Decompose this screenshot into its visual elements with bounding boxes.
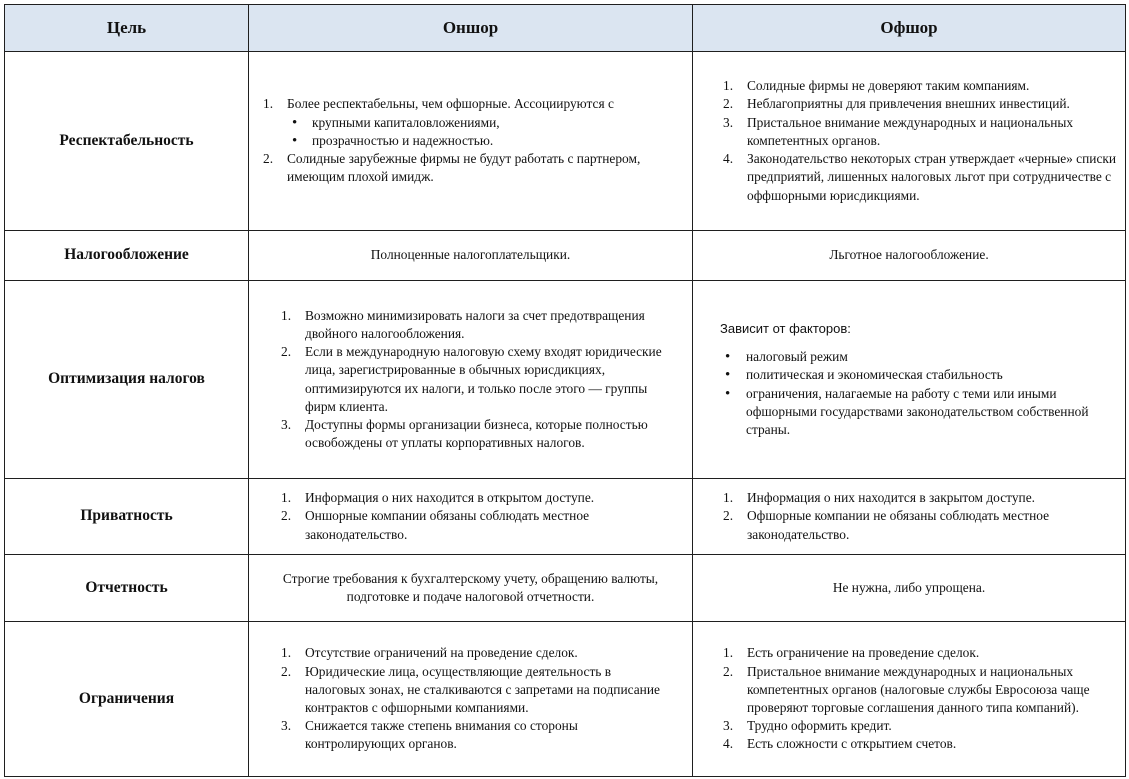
list-item: • ограничения, налагаемые на работу с теми или иными офшорными государствами законодательством собственной страны. [720,385,1121,440]
onshore-respect-sublist [287,114,684,150]
list-item: Пристальное внимание международных и национальных компетентных органов (налоговые службы Евросоюза чаще проверяют торговые соглашения данного типа компаний). [747,663,1090,715]
row-label-privacy: Приватность [5,479,249,555]
offshore-privacy [693,479,1126,555]
row-restrictions [5,622,1126,777]
offshore-optimization-intro: Зависит от факторов: [720,320,851,336]
onshore-reporting: Строгие требования к бухгалтерскому учету, обращению валюты, подготовке и подаче налоговой отчетности. [249,555,693,622]
list-item: Пристальное внимание международных и национальных компетентных органов. [747,114,1074,148]
row-label-restrictions: Ограничения [5,622,249,777]
list-item: Законодательство некоторых стран утверждает «черные» списки предприятий, лишенных налоговых льгот при сотрудничестве с оффшорными юрисдикциями. [747,151,1117,203]
list-item: Оншорные компании обязаны соблюдать местное законодательство. [305,508,590,542]
header-row [5,5,1126,52]
onshore-respectability [249,52,693,231]
onshore-privacy [249,479,693,555]
offshore-tax-optimization [693,281,1126,479]
row-taxation [5,231,1126,281]
list-item: Информация о них находится в закрытом доступе. [747,490,1035,506]
offshore-privacy-list [723,489,1119,544]
header-offshore: Офшор [693,5,1126,52]
list-item: Отсутствие ограничений на проведение сделок. [305,645,578,661]
onshore-tax-optimization [249,281,693,479]
list-item: Трудно оформить кредит. [747,718,892,734]
list-item: Офшорные компании не обязаны соблюдать местное законодательство. [747,508,1050,542]
list-item: Если в международную налоговую схему входят юридические лица, зарегистрированные в обычных юрисдикциях, оптимизируются их налоги, и только после этого — группы фирм клиента. [305,344,662,414]
comparison-table [4,4,1126,777]
row-label-respectability: Респектабельность [5,52,249,231]
list-item: • политическая и экономическая стабильность [720,366,1121,384]
list-item: Доступны формы организации бизнеса, которые полностью освобождены от уплаты корпоративных налогов. [305,416,648,451]
list-item: • налоговый режим [720,348,1121,366]
header-onshore: Оншор [249,5,693,52]
list-item: Более респектабельны, чем офшорные. Ассоциируются с • крупными капиталовложениями, • прозрачностью и надежностью. [263,95,684,150]
onshore-restrictions-list [281,644,672,753]
list-item: Солидные фирмы не доверяют таким компаниям. [747,78,1030,94]
row-privacy [5,479,1126,555]
offshore-respect-list [723,77,1119,204]
row-tax-optimization [5,281,1126,479]
list-item: • прозрачностью и надежностью. [287,132,684,150]
onshore-privacy-list [281,489,670,544]
list-item: • крупными капиталовложениями, [287,114,684,132]
onshore-respect-list [263,95,684,186]
offshore-restrictions-list [723,644,1117,753]
list-item: Неблагоприятны для привлечения внешних инвестиций. [747,96,1070,112]
list-item: Возможно минимизировать налоги за счет предотвращения двойного налогообложения. [305,307,645,341]
row-label-reporting: Отчетность [5,555,249,622]
offshore-restrictions [693,622,1126,777]
list-item: Снижается также степень внимания со стороны контролирующих органов. [305,718,578,752]
offshore-respectability [693,52,1126,231]
row-respectability [5,52,1126,231]
offshore-taxation: Льготное налогообложение. [693,231,1126,281]
row-label-taxation: Налогообложение [5,231,249,281]
list-item: Информация о них находится в открытом доступе. [305,490,595,506]
header-goal: Цель [5,5,249,52]
onshore-restrictions [249,622,693,777]
row-label-tax-optimization: Оптимизация налогов [5,281,249,479]
list-item: Есть сложности с открытием счетов. [747,736,957,752]
onshore-taxation: Полноценные налогоплательщики. [249,231,693,281]
list-item: Солидные зарубежные фирмы не будут работать с партнером, имеющим плохой имидж. [287,151,641,185]
offshore-reporting: Не нужна, либо упрощена. [693,555,1126,622]
offshore-optimization-list [720,348,1121,439]
onshore-optimization-list [281,307,670,453]
list-item: Юридические лица, осуществляющие деятельность в налоговых зонах, не сталкиваются с запретами на подписание контрактов с офшорными компаниями. [305,663,660,715]
list-item: Есть ограничение на проведение сделок. [747,645,980,661]
row-reporting [5,555,1126,622]
